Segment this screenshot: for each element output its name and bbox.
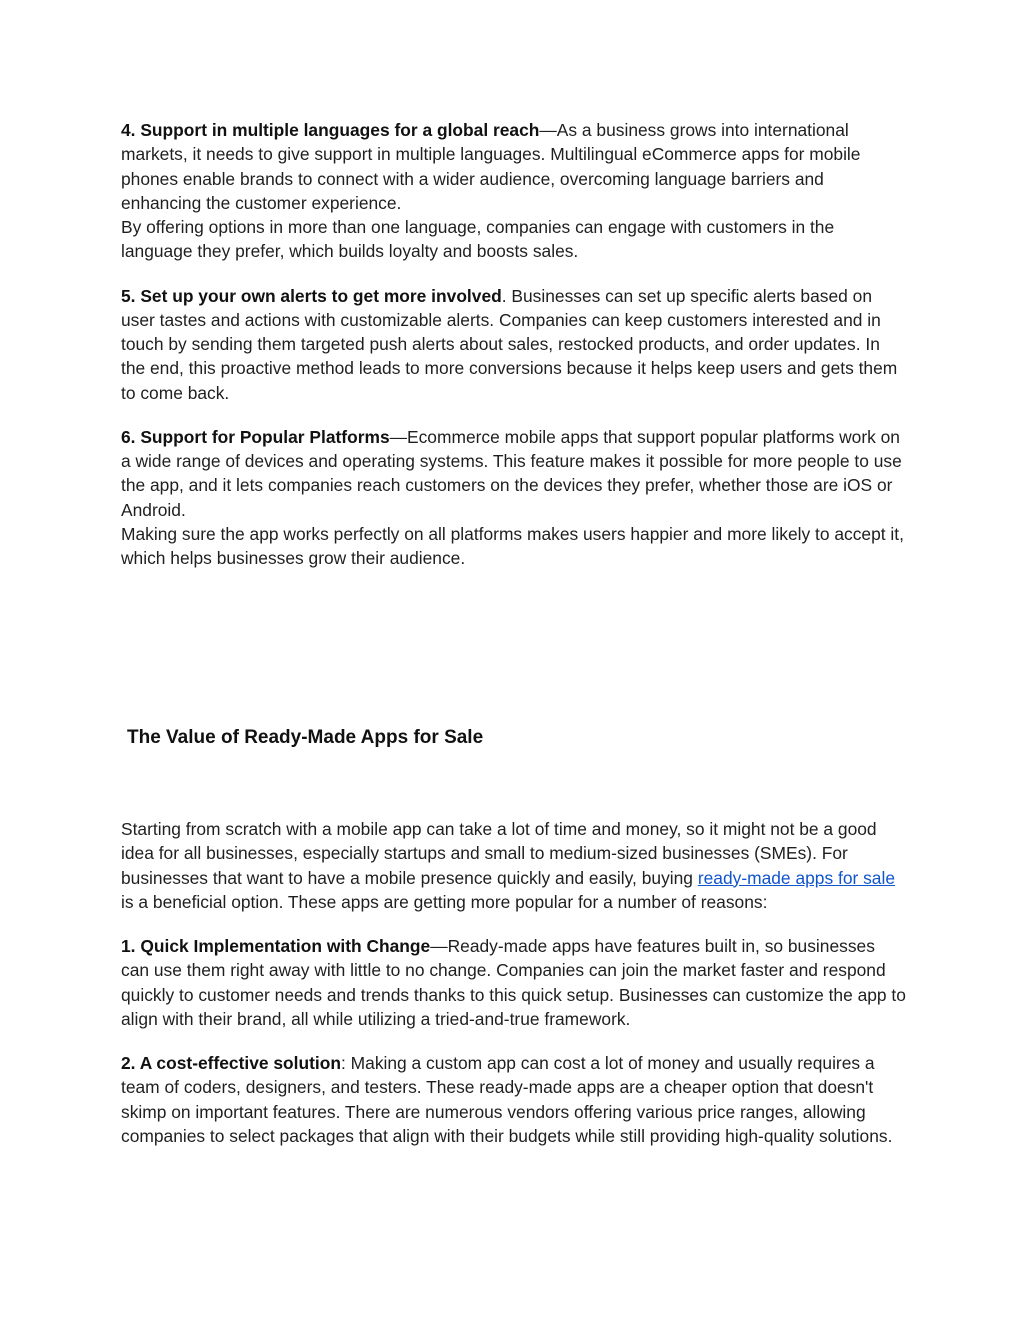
item-5-paragraph [121, 284, 907, 405]
item-4-title: 4. Support in multiple languages for a global reach [121, 120, 540, 140]
item-2-body: : Making a custom app can cost a lot of money and usually requires a team of coders, designers, and testers. These ready-made apps are a cheaper option that doesn't skimp on important features. There are numerous vendors offering various price ranges, allowing companies to select packages that align with their budgets while still providing high-quality solutions. [121, 1053, 893, 1146]
intro-text-after: is a beneficial option. These apps are getting more popular for a number of reasons: [121, 891, 768, 912]
item-5-body: . Businesses can set up specific alerts based on user tastes and actions with customizable alerts. Companies can keep customers interested and in touch by sending them targeted push alerts about sales, restocked products, and order updates. In the end, this proactive method leads to more conversions because it helps keep users and gets them to come back. [121, 285, 898, 403]
intro-text: Starting from scratch with a mobile app can take a lot of time and money, so it might not be a good idea for all businesses, especially startups and small to medium-sized businesses (SMEs). For businesses that want to have a mobile presence quickly and easily, buying [121, 819, 877, 888]
item-6-paragraph [121, 425, 907, 571]
item-1-paragraph [121, 934, 907, 1031]
ready-made-apps-section [121, 817, 907, 1148]
item-1-body: —Ready-made apps have features built in, so businesses can use them right away with little to no change. Companies can join the market faster and respond quickly to customer needs and trends thanks to this quick setup. Businesses can customize the app to align with their brand, all while utilizing a tried-and-true framework. [121, 936, 906, 1029]
item-6-body: —Ecommerce mobile apps that support popular platforms work on a wide range of devices and operating systems. This feature makes it possible for more people to use the app, and it lets companies reach customers on the devices they prefer, whether those are iOS or Android. [121, 426, 902, 520]
item-2-title: 2. A cost-effective solution [121, 1053, 341, 1073]
item-4-body-continued: By offering options in more than one language, companies can engage with customers in the language they prefer, which builds loyalty and boosts sales. [121, 217, 835, 262]
item-2-paragraph [121, 1051, 907, 1148]
item-4-body: —As a business grows into international markets, it needs to give support in multiple languages. Multilingual eCommerce apps for mobile phones enable brands to connect with a wider audience, overcoming language barriers and enhancing the customer experience. [121, 120, 861, 213]
item-4-paragraph [121, 118, 907, 264]
feature-list [121, 118, 907, 570]
ready-made-apps-link[interactable]: ready-made apps for sale [697, 867, 896, 888]
item-6-body-continued: Making sure the app works perfectly on all platforms makes users happier and more likely to accept it, which helps businesses grow their audience. [121, 523, 904, 568]
item-1-title: 1. Quick Implementation with Change [121, 936, 431, 956]
item-6-title: 6. Support for Popular Platforms [121, 426, 390, 447]
item-5-title: 5. Set up your own alerts to get more involved [121, 285, 502, 306]
intro-paragraph [121, 817, 907, 914]
section-heading: The Value of Ready-Made Apps for Sale [127, 727, 484, 748]
